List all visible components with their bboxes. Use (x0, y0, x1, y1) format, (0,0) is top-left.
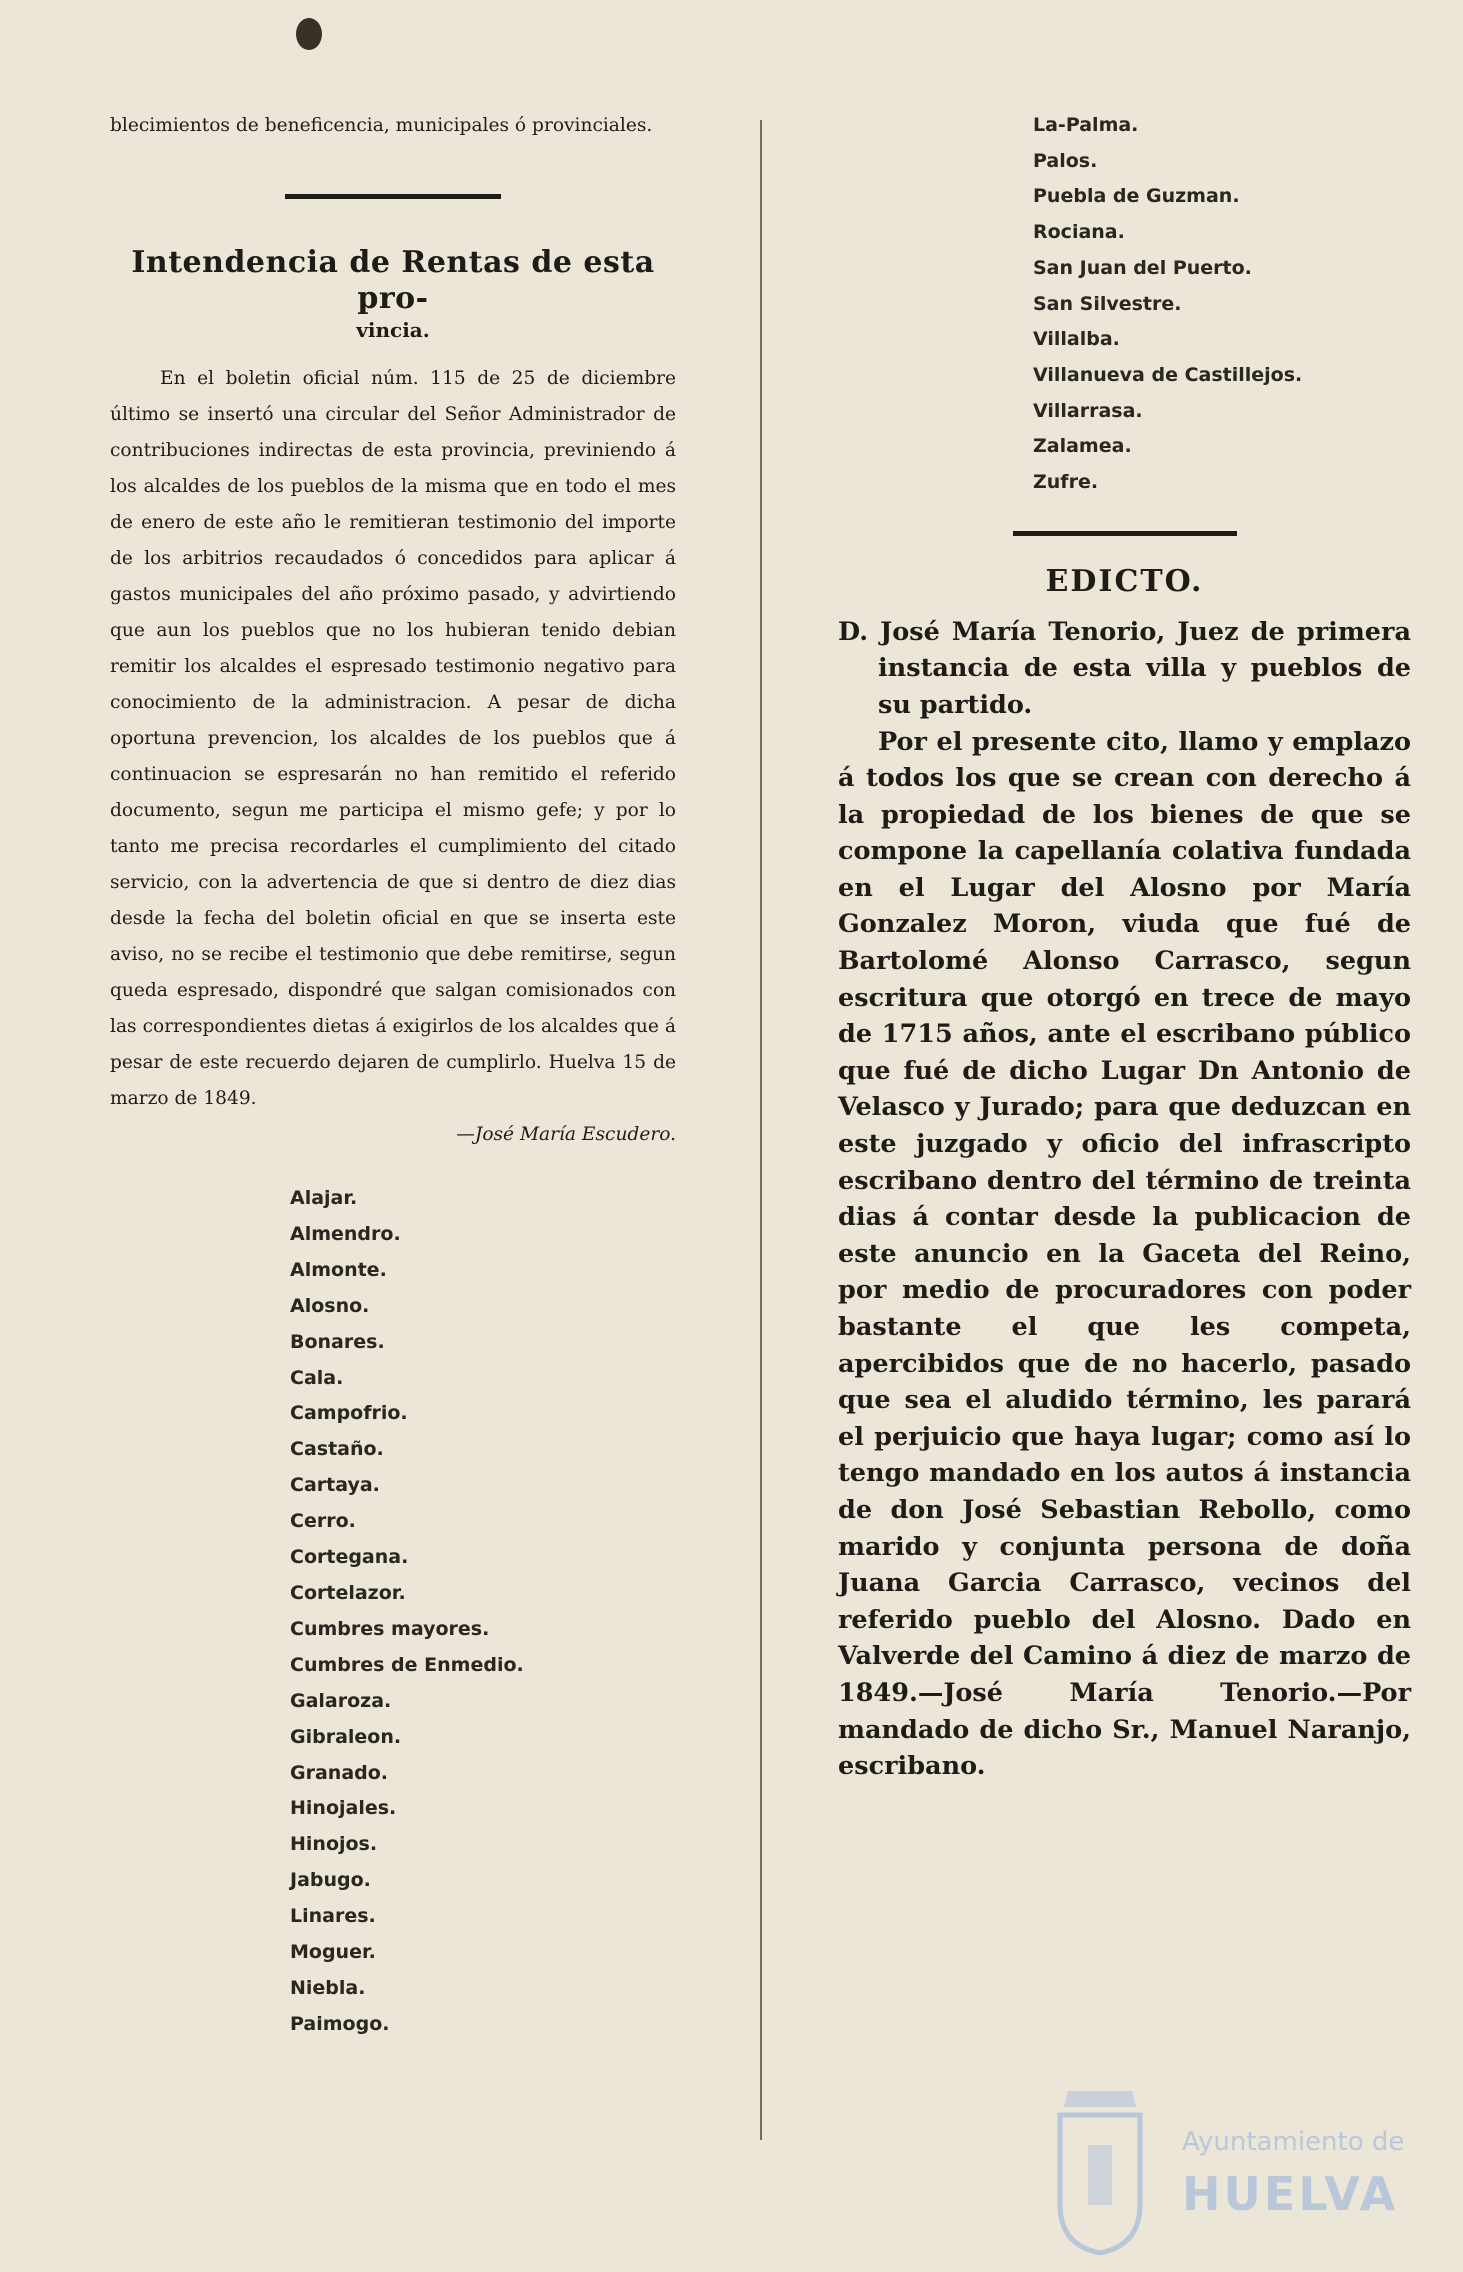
binding-hole (296, 18, 322, 50)
left-town-list (290, 1181, 676, 2043)
edicto-rule (1013, 531, 1237, 536)
column-divider (760, 120, 762, 2140)
right-town-item: Zufre. (1033, 471, 1099, 494)
left-town-item: Galaroza. (290, 1689, 392, 1712)
right-town-item: Villalba. (1033, 328, 1120, 351)
left-town-item: Hinojales. (290, 1797, 397, 1820)
intendencia-notice: En el boletin oficial núm. 115 de 25 de diciembre último se insertó una circular del Señor Administrador de contribuciones indirectas de esta provincia, previniendo á los alcaldes de los pueblos de la misma que en todo el mes de enero de este año le remitieran testimonio del importe de los arbitrios recaudados ó concedidos para aplicar á gastos municipales del año próximo pasado, y advirtiendo que aun los pueblos que no los hubieran tenido debian remitir los alcaldes el espresado testimonio negativo para conocimiento de la administracion. A pesar de dicha oportuna prevencion, los alcaldes de los pueblos que á continuacion se espresarán no han remitido el referido documento, segun me participa el mismo gefe; y por lo tanto me precisa recordarles el cumplimiento del citado servicio, con la advertencia de que si dentro de diez dias desde la fecha del boletin oficial en que se inserta este aviso, no se recibe el testimonio que debe remitirse, segun queda espresado, dispondré que salgan comisionados con las correspondientes dietas á exigirlos de los alcaldes que á pesar de este recuerdo dejaren de cumplirlo. Huelva 15 de marzo de 1849. (110, 368, 676, 1109)
left-town-item: Moguer. (290, 1941, 376, 1964)
left-town-item: Paimogo. (290, 2012, 390, 2035)
left-town-item: Hinojos. (290, 1833, 378, 1856)
left-town-item: Bonares. (290, 1330, 385, 1353)
right-town-item: La-Palma. (1033, 114, 1139, 136)
edicto-title: EDICTO. (1045, 563, 1204, 599)
left-town-item: Almonte. (290, 1258, 387, 1281)
left-town-item: Almendro. (290, 1222, 401, 1245)
left-town-item: Alosno. (290, 1294, 370, 1317)
watermark-line2: HUELVA (1182, 2167, 1399, 2221)
right-town-item: Rociana. (1033, 221, 1125, 244)
section-rule (285, 194, 501, 199)
right-town-item: San Juan del Puerto. (1033, 256, 1252, 279)
section-title-cont: vincia. (356, 318, 430, 342)
left-town-item: Cartaya. (290, 1474, 380, 1497)
left-town-item: Linares. (290, 1905, 376, 1928)
right-column (838, 108, 1411, 1785)
right-town-item: Zalamea. (1033, 435, 1132, 458)
left-town-item: Castaño. (290, 1438, 384, 1461)
right-town-item: Villanueva de Castillejos. (1033, 363, 1303, 386)
left-town-item: Jabugo. (290, 1869, 371, 1892)
section-title: Intendencia de Rentas de esta pro- (131, 245, 655, 316)
left-town-item: Gibraleon. (290, 1725, 402, 1748)
right-town-item: San Silvestre. (1033, 292, 1182, 315)
left-town-item: Cumbres mayores. (290, 1617, 490, 1640)
watermark-line1: Ayuntamiento de (1182, 2127, 1405, 2157)
left-town-item: Cortegana. (290, 1546, 409, 1569)
right-town-list (1033, 108, 1411, 501)
left-town-item: Campofrio. (290, 1402, 408, 1425)
left-town-item: Granado. (290, 1761, 389, 1784)
edicto-intro: D. José María Tenorio, Juez de primera instancia de esta villa y pueblos de su partido. (838, 616, 1411, 720)
notice-signature: —José María Escudero. (456, 1124, 676, 1145)
right-town-item: Palos. (1033, 149, 1098, 172)
carry-over-text: blecimientos de beneficencia, municipales ó provinciales. (110, 115, 653, 136)
left-town-item: Niebla. (290, 1976, 366, 1999)
right-town-item: Puebla de Guzman. (1033, 185, 1240, 208)
edicto-body: Por el presente cito, llamo y emplazo á todos los que se crean con derecho á la propiedad de los bienes de que se compone la capellanía colativa fundada en el Lugar del Alosno por María Gonzalez Moron, viuda que fué de Bartolomé Alonso Carrasco, segun escritura que otorgó en trece de mayo de 1715 años, ante el escribano público que fué de dicho Lugar Dn Antonio de Velasco y Jurado; para que deduzcan en este juzgado y oficio del infrascripto escribano dentro del término de treinta dias á contar desde la publicacion de este anuncio en la Gaceta del Reino, por medio de procuradores con poder bastante el que les competa, apercibidos que de no hacerlo, pasado que sea el aludido término, les parará el perjuicio que haya lugar; como así lo tengo mandado en los autos á instancia de don José Sebastian Rebollo, como marido y conjunta persona de doña Juana Garcia Carrasco, vecinos del referido pueblo del Alosno. Dado en Valverde del Camino á diez de marzo de 1849.—José María Tenorio.—Por mandado de dicho Sr., Manuel Naranjo, escribano. (838, 726, 1411, 1782)
left-town-item: Cumbres de Enmedio. (290, 1653, 524, 1676)
city-shield-icon (1050, 2085, 1150, 2255)
left-column (110, 108, 676, 2043)
left-town-item: Cala. (290, 1366, 344, 1389)
left-town-item: Cerro. (290, 1510, 356, 1533)
left-town-item: Alajar. (290, 1187, 358, 1209)
left-town-item: Cortelazor. (290, 1581, 406, 1604)
right-town-item: Villarrasa. (1033, 399, 1143, 422)
ayuntamiento-watermark (1050, 2085, 1405, 2255)
